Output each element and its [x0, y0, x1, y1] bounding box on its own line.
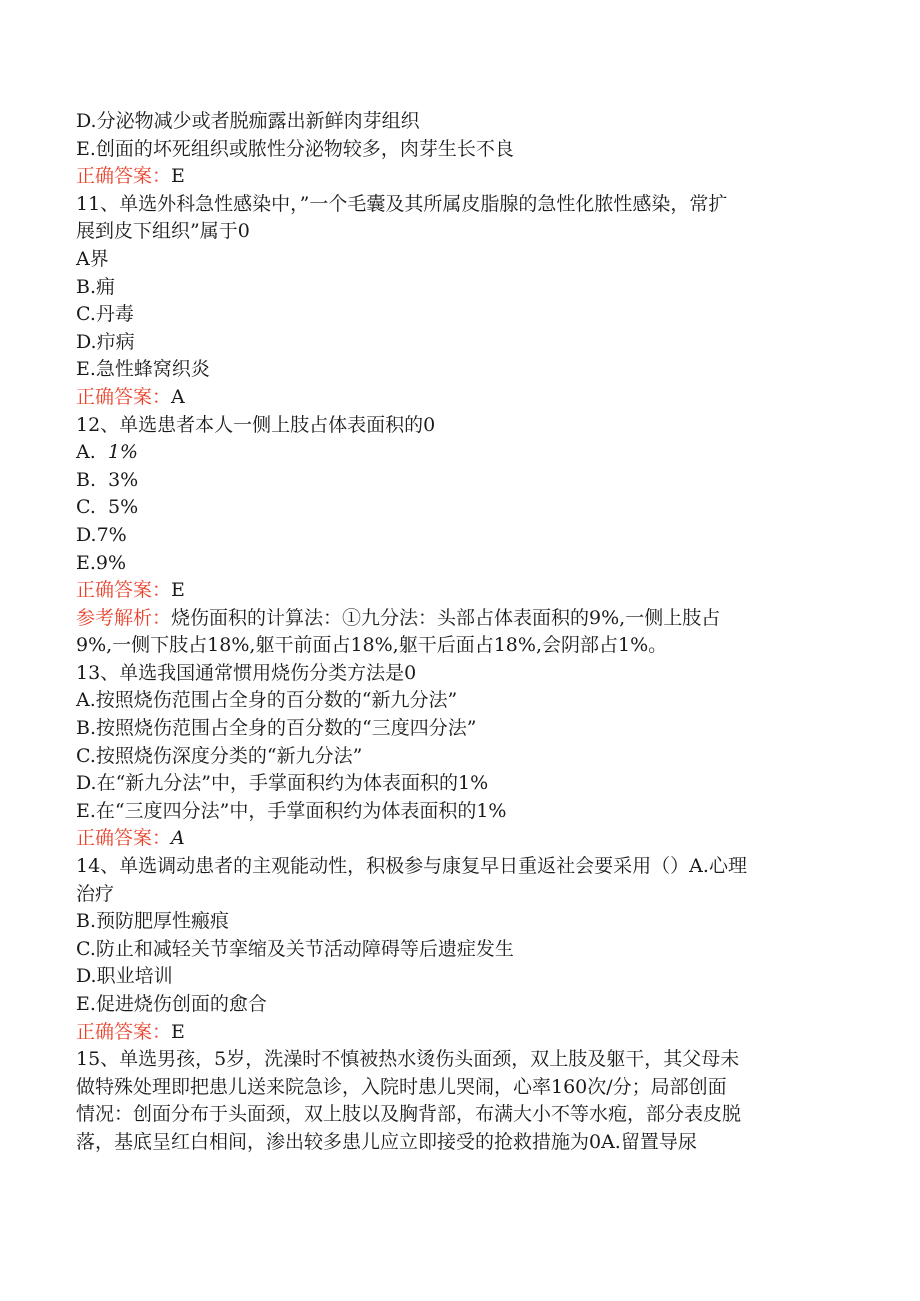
option-d-q14: D.职业培训	[76, 965, 173, 988]
option-b-q14: B.预防肥厚性瘢痕	[76, 910, 230, 933]
answer-value: A	[171, 827, 185, 850]
option-a-q11: A界	[76, 247, 109, 270]
option-c-q13: C.按照烧伤深度分类的“新九分法”	[76, 744, 363, 767]
answer-label: 正确答案：	[76, 827, 172, 850]
answer-value: E	[171, 579, 185, 602]
option-e-q11: E.急性蜂窝织炎	[76, 358, 210, 381]
answer-value: E	[171, 165, 185, 188]
option-d-q12: D.7%	[76, 523, 127, 546]
option-b-q12: B. 3%	[76, 468, 139, 491]
question-15-line-2: 做特殊处理即把患儿送来院急诊，入院时患儿哭闹，心率160次/分；局部创面	[76, 1075, 727, 1098]
question-12: 12、单选患者本人一侧上肢占体表面积的0	[76, 413, 436, 436]
answer-q14	[76, 1019, 846, 1047]
question-11-line-1: 11、单选外科急性感染中，”一个毛囊及其所属皮脂腺的急性化脓性感染，常扩	[76, 192, 728, 215]
option-b-q13: B.按照烧伤范围占全身的百分数的“三度四分法”	[76, 717, 477, 740]
explanation-q12-line-2: 9%,一侧下肢占18%,躯干前面占18%,躯干后面占18%,会阴部占1%。	[76, 634, 668, 657]
option-e-q14: E.促进烧伤创面的愈合	[76, 993, 267, 1015]
answer-q13	[76, 825, 846, 853]
option-c-q12: C. 5%	[76, 496, 139, 519]
option-d-q13: D.在“新九分法”中，手掌面积约为体表面积的1%	[76, 772, 489, 795]
question-15-line-4: 落，基底呈红白相间，渗出较多患儿应立即接受的抢救措施为0A.留置导尿	[76, 1130, 697, 1153]
option-e-q12: E.9%	[76, 551, 127, 574]
option-d-q11: D.疖病	[76, 330, 135, 353]
question-15-line-1: 15、单选男孩，5岁，洗澡时不慎被热水烫伤头面颈，双上肢及躯干，其父母未	[76, 1048, 740, 1071]
document-page	[76, 108, 846, 1157]
option-c-q11: C.丹毒	[76, 303, 134, 326]
question-14-line-1: 14、单选调动患者的主观能动性，积极参与康复早日重返社会要采用（）A.心理	[76, 855, 747, 878]
explanation-text: 烧伤面积的计算法：①九分法：头部占体表面积的9%,一侧上肢占	[171, 606, 721, 629]
explanation-label: 参考解析：	[76, 606, 172, 629]
option-e-q13: E.在“三度四分法”中，手掌面积约为体表面积的1%	[76, 799, 507, 822]
option-a-prefix: A.	[76, 441, 108, 464]
question-11-line-2: 展到皮下组织”属于0	[76, 220, 250, 243]
option-e-q10: E.创面的坏死组织或脓性分泌物较多，肉芽生长不良	[76, 137, 514, 160]
question-13: 13、单选我国通常惯用烧伤分类方法是0	[76, 661, 417, 684]
option-c-q14: C.防止和减轻关节挛缩及关节活动障碍等后遗症发生	[76, 937, 514, 960]
answer-value: E	[171, 1020, 185, 1043]
answer-q10	[76, 163, 846, 191]
option-a-q12	[76, 439, 846, 467]
answer-q12	[76, 577, 846, 605]
answer-value: A	[171, 385, 185, 408]
answer-q11	[76, 384, 846, 412]
question-14-line-2: 治疗	[76, 882, 115, 905]
option-a-value: 1%	[107, 441, 138, 464]
answer-label: 正确答案：	[76, 1020, 172, 1043]
option-b-q11: B.痈	[76, 275, 116, 298]
option-d-q10: D.分泌物减少或者脱痂露出新鲜肉芽组织	[76, 110, 420, 132]
answer-label: 正确答案：	[76, 579, 172, 602]
answer-label: 正确答案：	[76, 165, 172, 188]
option-a-q13: A.按照烧伤范围占全身的百分数的“新九分法”	[76, 689, 458, 712]
explanation-q12-line-1	[76, 605, 846, 633]
answer-label: 正确答案：	[76, 385, 172, 408]
question-15-line-3: 情况：创面分布于头面颈，双上肢以及胸背部，布满大小不等水疱，部分表皮脱	[76, 1103, 742, 1126]
